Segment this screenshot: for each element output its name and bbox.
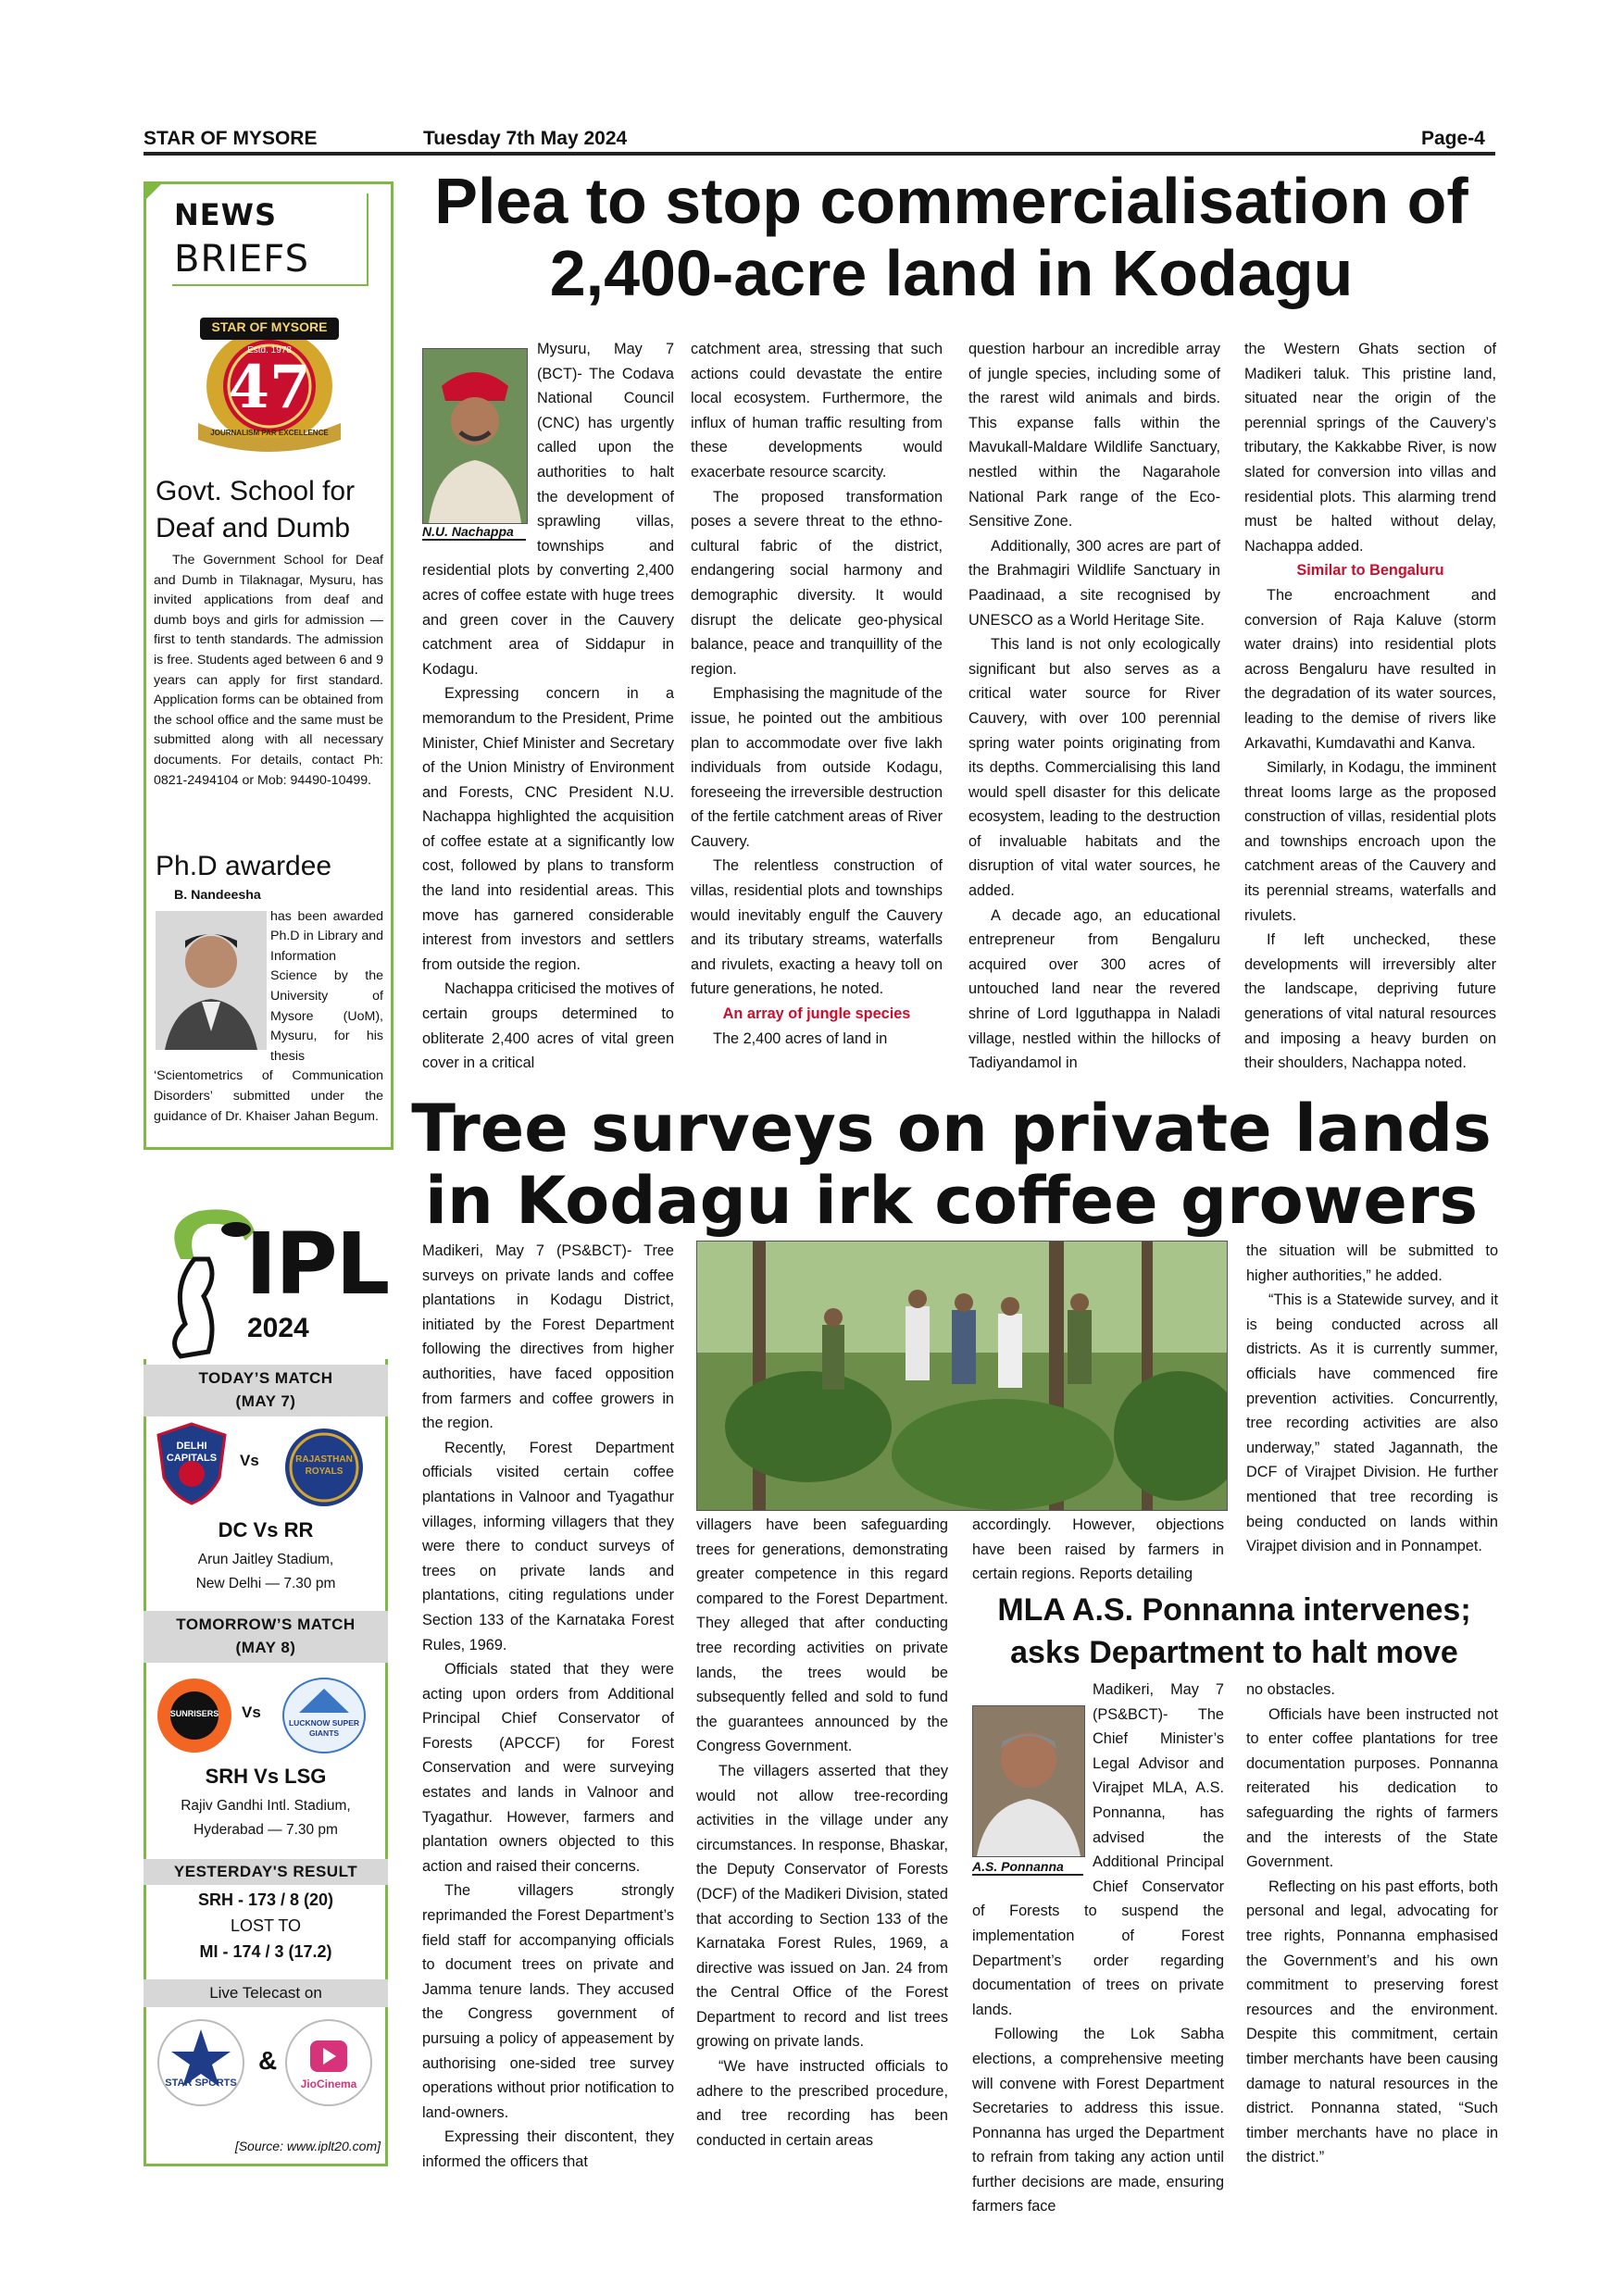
telecast-label: Live Telecast on <box>144 1979 388 2007</box>
dc-logo <box>155 1422 229 1505</box>
story2-c2-a: villagers have been safeguarding trees for generations, demonstrating greater competence in this regard compared to the Forest Department. They alleged that after conducting tree recording activities on private lands, the trees would be subsequently felled and sold to fund the guarantees announced by the Congress Government. <box>696 1516 948 1755</box>
story2-c2-b: The villagers asserted that they would not allow tree-recording activities in the village under any circumstances. In response, Bhaskar, the Deputy Conservator of Forests (DCF) of the Madikeri Division, stated that according to Section 133 of the Karnataka Forest Rules, 1969, a directive was issued on Jan. 24 from the Central Office of the Forest Department to record and list trees growing on private lands. <box>696 1762 948 2051</box>
story1-c4-d: If left unchecked, these developments will irreversibly alter the landscape, depriving future generations of vital natural resources and imposing a heavy burden on their shoulders, Nachappa noted. <box>1244 931 1496 1072</box>
brief2-text: has been awarded Ph.D in Library and Information Science by the University of Mysore (UoM), Mysuru, for his thesis ‘Scientometrics of Communication Disorders’ submitted under the guidance of Dr. Khaiser Jahan Begum. <box>154 908 383 1124</box>
story2-c4-a: the situation will be submitted to higher authorities,” he added. <box>1246 1242 1498 1284</box>
rr-logo-text: RAJASTHAN ROYALS <box>295 1454 353 1477</box>
brief1-body: The Government School for Deaf and Dumb in Tilaknagar, Mysuru, has invited applications from deaf and dumb boys and girls for admission — first to tenth standards. The admission is free. Students aged between 6 and 9 years can apply for first standard. Application forms can be obtained from the school office and the same must be submitted along with all necessary documents. For details, contact Ph: 0821-2494104 or Mob: 94490-10499. <box>154 553 383 788</box>
story1-c2-a: catchment area, stressing that such actions could devastate the entire local ecosystem. Furthermore, the influx of human traffic resulting from these developments would exacerbate resource scarcity. <box>691 341 943 480</box>
story1-col1 <box>422 337 674 1076</box>
story1-c4-b: The encroachment and conversion of Raja Kaluve (storm water drains) into residential plots across Bengaluru have resulted in the degradation of its water sources, leading to the demise of rivers like Arkavathi, Kumdavathi and Kanva. <box>1244 586 1496 752</box>
story2-c1-b: Recently, Forest Department officials visited certain coffee plantations in Valnoor and Tyagathur villages, informing villagers that they were there to conduct surveys of trees on private lands and plantations, citing regulations under Section 133 of the Karnataka Forest Rules, 1969. <box>422 1439 674 1653</box>
briefs-corner-icon <box>144 181 164 202</box>
brief2-name: B. Nandeesha <box>174 888 261 903</box>
tomorrow-venue: Rajiv Gandhi Intl. Stadium, Hyderabad — 7.30 pm <box>181 1798 351 1838</box>
story2-col2 <box>696 1513 948 2152</box>
story1-c1-b: Expressing concern in a memorandum to the President, Prime Minister, Chief Minister and Secretary of the Union Ministry of Environment and Forests, CNC President N.U. Nachappa highlighted the acquisition of coffee estate at a significantly low cost, followed by plans to transform the land into residential areas. This move has garnered considerable interest from investors and settlers from outside the region. <box>422 685 674 973</box>
star-of-mysore-47-logo <box>191 305 348 462</box>
story3-c1-a: Madikeri, May 7 (PS&BCT)- The Chief Minister’s Legal Advisor and Virajpet MLA, A.S. Ponnanna, has advised the Additional Principal Chief Conservator of Forests to suspend the implementation of Forest Department’s order regarding documentation of trees on private lands. <box>972 1681 1224 2018</box>
story1-c2-e: The 2,400 acres of land in <box>713 1029 888 1047</box>
story3-col2 <box>1246 1678 1498 2170</box>
story1-col4 <box>1244 337 1496 1076</box>
lsg-logo-text: LUCKNOW SUPER GIANTS <box>288 1718 360 1738</box>
story1-c3-b: Additionally, 300 acres are part of the Brahmagiri Wildlife Sanctuary in Paadinaad, a site recognised by UNESCO as a World Heritage Site. <box>968 537 1220 629</box>
story2-col4 <box>1246 1239 1498 1559</box>
today-vs: Vs <box>240 1452 259 1469</box>
today-match-label: TODAY’S MATCH (MAY 7) <box>144 1365 388 1416</box>
briefs-title-briefs: BRIEFS <box>174 238 309 281</box>
story3-headline: MLA A.S. Ponnanna intervenes; asks Department to halt move <box>997 1592 1471 1670</box>
story1-c3-c: This land is not only ecologically significant but also serves as a critical water source for River Cauvery, with over 100 perennial spring water points originating from its depths. Commercialising this land would spell disaster for this delicate ecosystem, leading to the destruction of invaluable habitats and the disruption of vital water sources, he added. <box>968 636 1220 900</box>
ponnanna-caption: A.S. Ponnanna <box>972 1859 1083 1876</box>
story2-c3-a: accordingly. However, objections have been raised by farmers in certain regions. Reports detailing <box>972 1516 1224 1583</box>
story1-c2-b: The proposed transformation poses a severe threat to the ethno-cultural fabric of the district, endangering social harmony and demographic diversity. It would disrupt the delicate geo-physical balance, peace and tranquillity of the region. <box>691 488 943 678</box>
story1-c4-c: Similarly, in Kodagu, the imminent threat looms large as the proposed construction of villas, residential plots and townships encroach upon the catchment areas of the Cauvery and its perennial streams, waterfalls and rivulets. <box>1244 759 1496 924</box>
ipl-source: [Source: www.iplt20.com] <box>234 2139 381 2153</box>
lsg-logo <box>281 1676 368 1755</box>
story1-c3-a: question harbour an incredible array of jungle species, including some of the rarest wild animals and birds. This expanse falls within the Mavukall-Maldare Wildlife Sanctuary, nestled within the Nagarahole National Park range of the Eco-Sensitive Zone. <box>968 341 1220 530</box>
result-line-2: LOST TO <box>230 1916 302 1935</box>
brief1-headline: Govt. School for Deaf and Dumb <box>156 476 356 543</box>
today-venue: Arun Jaitley Stadium, New Delhi — 7.30 pm <box>195 1552 336 1591</box>
story2-c1-a: Madikeri, May 7 (PS&BCT)- Tree surveys on private lands and coffee plantations in Kodagu District, initiated by the Forest Department following the directives from higher authorities, have faced opposition from farmers and coffee growers in the region. <box>422 1242 674 1432</box>
story1-col2 <box>691 337 943 1051</box>
brief2-headline: Ph.D awardee <box>156 851 332 881</box>
story2-col1 <box>422 1239 674 2175</box>
story1-subhead-2: Similar to Bengaluru <box>1296 562 1444 580</box>
ipl-box <box>144 1204 388 2168</box>
tomorrow-vs: Vs <box>242 1703 261 1721</box>
jiocinema-logo <box>282 2016 375 2109</box>
logo-top-text: STAR OF MYSORE <box>211 319 328 334</box>
masthead-rule <box>144 152 1495 156</box>
story2-headline: Tree surveys on private lands in Kodagu irk coffee growers <box>411 1091 1492 1240</box>
story2-c2-c: “We have instructed officials to adhere to the prescribed procedure, and tree recording has been conducted in certain areas <box>696 2058 948 2149</box>
story2-c1-d: The villagers strongly reprimanded the Forest Department’s field staff for accompanying officials to document trees on private and Jamma tenure lands. They accused the Congress government of pursuing a policy of appeasement by authorising one-sided tree survey operations without prior notification to land-owners. <box>422 1882 674 2121</box>
story3-col1 <box>972 1678 1224 2219</box>
story1-headline: Plea to stop commercialisation of 2,400-acre land in Kodagu <box>434 165 1468 310</box>
result-line-3: MI - 174 / 3 (17.2) <box>199 1942 332 1961</box>
srh-logo-text: SUNRISERS <box>169 1709 219 1718</box>
page-number: Page-4 <box>1421 128 1485 149</box>
coffee-plantation-photo <box>696 1241 1228 1511</box>
tomorrow-teams: SRH Vs LSG <box>205 1765 327 1788</box>
issue-date: Tuesday 7th May 2024 <box>423 128 628 149</box>
yesterday-result-label: YESTERDAY'S RESULT <box>144 1859 388 1885</box>
logo-ribbon: JOURNALISM PAR EXCELLENCE <box>210 429 329 437</box>
ipl-title: IPL <box>245 1215 389 1314</box>
story2-col3 <box>972 1513 1224 1587</box>
brief2-body <box>154 887 383 1127</box>
story2-c1-c: Officials stated that they were acting upon orders from Additional Principal Chief Conservator of Forests (APCCF) for Forest Conservation and were surveying estates and lands in Valnoor and Tyagathur. However, farmers and plantation owners objected to this action and raised their concerns. <box>422 1661 674 1875</box>
jiocinema-text: JioCinema <box>300 2078 357 2090</box>
result-line-1: SRH - 173 / 8 (20) <box>197 1890 334 1909</box>
star-sports-text: STAR SPORTS <box>165 2078 237 2089</box>
nachappa-caption: N.U. Nachappa <box>422 524 526 541</box>
story1-c4-a: the Western Ghats section of Madikeri taluk. This pristine land, situated near the origin of the perennial springs of the Cauvery’s tributary, the Kakkabbe River, is now slated for conversion into villas and residential plots. This alarming trend must be halted without delay, Nachappa added. <box>1244 341 1496 555</box>
story1-c2-d: The relentless construction of villas, residential plots and townships would inevitably engulf the Cauvery and its tributary streams, waterfalls and rivulets, exacting a heavy toll on future generations, he noted. <box>691 857 943 998</box>
ipl-year: 2024 <box>247 1313 309 1343</box>
story1-col3 <box>968 337 1220 1076</box>
story3-c2-c: Reflecting on his past efforts, both personal and legal, advocating for tree rights, Ponnanna emphasised the Government’s and his own commitment to preserving forest resources and the environment. Despite this commitment, certain timber merchants have been causing damage to natural resources in the district. Ponnanna stated, “Such timber merchants have no place in the district.” <box>1246 1878 1498 2166</box>
star-sports-logo <box>155 2016 247 2109</box>
tomorrow-match-label: TOMORROW’S MATCH (MAY 8) <box>144 1611 388 1663</box>
story1-c1-a: Mysuru, May 7 (BCT)- The Codava National Council (CNC) has urgently called upon the authorities to halt the development of sprawling villas, townships and residential plots by converting 2,400 acres of coffee estate with huge trees and green cover in the Cauvery catchment area of Siddapur in Kodagu. <box>422 341 674 678</box>
dc-logo-text: DELHI CAPITALS <box>166 1441 218 1464</box>
story3-c2-a: no obstacles. <box>1246 1681 1335 1698</box>
today-teams: DC Vs RR <box>218 1518 314 1541</box>
story3-c1-b: Following the Lok Sabha elections, a comprehensive meeting will convene with Forest Department Secretaries to address this issue. Ponnanna has urged the Department to refrain from taking any action until further decisions are made, ensuring farmers face <box>972 2026 1224 2215</box>
story1-subhead-1: An array of jungle species <box>722 1005 911 1023</box>
paper-name: STAR OF MYSORE <box>144 128 318 149</box>
story1-c3-d: A decade ago, an educational entrepreneur from Bengaluru acquired over 300 acres of untouched land near the revered shrine of Lord Igguthappa in Naladi village, nestled within the hillocks of Tadiyandamol in <box>968 906 1220 1072</box>
story3-c2-b: Officials have been instructed not to enter coffee plantations for tree documentation purposes. Ponnanna reiterated his dedication to safeguarding the rights of farmers and the interests of the State Government. <box>1246 1705 1498 1871</box>
briefs-title-news: NEWS <box>174 197 277 232</box>
news-briefs-box <box>144 181 394 1150</box>
rr-logo <box>282 1426 366 1509</box>
logo-number: 47 <box>228 353 311 422</box>
story1-c1-c: Nachappa criticised the motives of certain groups determined to obliterate 2,400 acres of vital green cover in a critical <box>422 980 674 1072</box>
srh-logo <box>155 1676 234 1755</box>
logo-estd: Estd. 1978 <box>247 345 292 356</box>
telecast-amp: & <box>258 2046 278 2075</box>
story1-c2-c: Emphasising the magnitude of the issue, he pointed out the ambitious plan to accommodate over five lakh individuals from outside Kodagu, foreseeing the irreversible destruction of the fertile catchment areas of River Cauvery. <box>691 685 943 850</box>
story2-c1-e: Expressing their discontent, they informed the officers that <box>422 2128 674 2170</box>
story2-c4-b: “This is a Statewide survey, and it is being conducted across all districts. As it is currently summer, officials have commenced fire prevention activities. Concurrently, tree recording activities are also underway,” stated Jagannath, the DCF of Virajpet Division. He further mentioned that tree recording is being conducted on lands within Virajpet division and in Ponnampet. <box>1246 1292 1498 1555</box>
